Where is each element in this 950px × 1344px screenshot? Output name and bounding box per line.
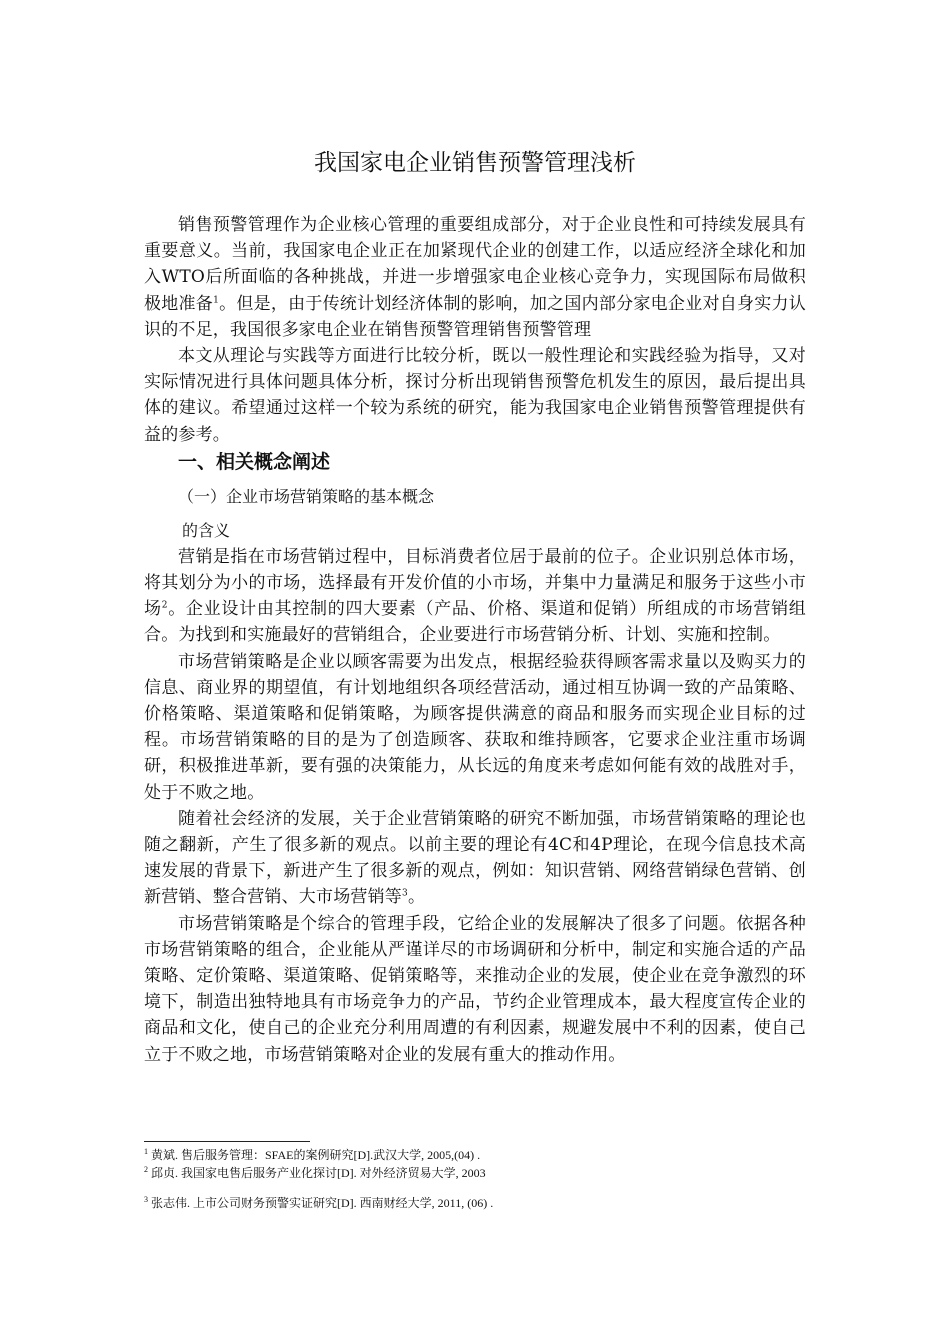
body-paragraph-6: 市场营销策略是个综合的管理手段，它给企业的发展解决了很多了问题。依据各种市场营销策略的组合，企业能从严谨详尽的市场调研和分析中，制定和实施合适的产品策略、定价策略、渠道策略、促销策略等，来推动企业的发展，使企业在竞争激烈的环境下，制造出独特地具有市场竞争力的产品，节约企业管理成本，最大程度宣传企业的商品和文化，使自己的企业充分利用周遭的有利因素，规避发展中不利的因素，使自己立于不败之地，市场营销策略对企业的发展有重大的推动作用。	[144, 913, 806, 1065]
footnote-1-text: 黄斌. 售后服务管理：SFAE的案例研究[D].武汉大学, 2005,(04) .	[151, 1148, 481, 1162]
body-paragraph-5	[144, 806, 806, 911]
intro-p1-text-a: 销售预警管理作为企业核心管理的重要组成部分，对于企业良性和可持续发展具有重要意义。当前，我国家电企业正在加紧现代企业的创建工作，以适应经济全球化和加入WTO后所面临的各种挑战，并进一步增强家电企业核心竞争力，实现国际布局做积极地准备	[144, 215, 806, 314]
subsection-heading-2: 的含义	[182, 520, 231, 540]
footnote-2	[144, 1164, 806, 1182]
p5-text-a: 随着社会经济的发展，关于企业营销策略的研究不断加强，市场营销策略的理论也随之翻新，产生了很多新的观点。以前主要的理论有4C和4P理论，在现今信息技术高速发展的背景下，新进产生了很多新的观点，例如：知识营销、网络营销绿色营销、创新营销、整合营销、大市场营销等	[144, 808, 806, 908]
document-body	[144, 212, 806, 1068]
body-paragraph-3	[144, 544, 806, 649]
footnote-2-number: 2	[144, 1165, 148, 1174]
document-title: 我国家电企业销售预警管理浅析	[314, 150, 636, 176]
intro-p1-text-b: 。但是，由于传统计划经济体制的影响，加之国内部分家电企业对自身实力认识的不足，我国很多家电企业在销售预警管理销售预警管理	[144, 293, 806, 340]
intro-paragraph-2: 本文从理论与实践等方面进行比较分析，既以一般性理论和实践经验为指导，又对实际情况进行具体问题具体分析，探讨分析出现销售预警危机发生的原因，最后提出具体的建议。希望通过这样一个较为系统的研究，能为我国家电企业销售预警管理提供有益的参考。	[144, 346, 806, 445]
footnote-1	[144, 1146, 806, 1164]
p3-text-a: 营销是指在市场营销过程中，目标消费者位居于最前的位子。企业识别总体市场，将其划分为小的市场，选择最有开发价值的小市场，并集中力量满足和服务于这些小市场	[144, 546, 806, 620]
p3-text-b: 。企业设计由其控制的四大要素（产品、价格、渠道和促销）所组成的市场营销组合。为找到和实施最好的营销组合，企业要进行市场营销分析、计划、实施和控制。	[144, 599, 806, 646]
footnote-separator	[144, 1141, 310, 1142]
p5-text-b: 。	[407, 887, 426, 908]
footnote-ref-1[interactable]: 1	[213, 294, 219, 305]
footnote-ref-2[interactable]: 2	[161, 600, 168, 611]
footnote-3-text: 张志伟. 上市公司财务预警实证研究[D]. 西南财经大学, 2011, (06) .	[151, 1196, 494, 1210]
footnotes	[144, 1141, 806, 1212]
body-paragraph-4: 市场营销策略是企业以顾客需要为出发点，根据经验获得顾客需求量以及购买力的信息、商业界的期望值，有计划地组织各项经营活动，通过相互协调一致的产品策略、价格策略、渠道策略和促销策略，为顾客提供满意的商品和服务而实现企业目标的过程。市场营销策略的目的是为了创造顾客、获取和维持顾客，它要求企业注重市场调研，积极推进革新，要有强的决策能力，从长远的角度来考虑如何能有效的战胜对手，处于不败之地。	[144, 651, 806, 803]
footnote-3	[144, 1194, 806, 1212]
footnote-2-text: 邱贞. 我国家电售后服务产业化探讨[D]. 对外经济贸易大学, 2003	[151, 1166, 486, 1180]
section-heading-1: 一、相关概念阐述	[178, 450, 331, 473]
subsection-heading-1: （一）企业市场营销策略的基本概念	[178, 486, 435, 506]
footnote-ref-3[interactable]: 3	[402, 888, 408, 899]
footnote-1-number: 1	[144, 1147, 148, 1156]
intro-paragraph-1	[144, 212, 806, 343]
footnote-3-number: 3	[144, 1195, 148, 1204]
